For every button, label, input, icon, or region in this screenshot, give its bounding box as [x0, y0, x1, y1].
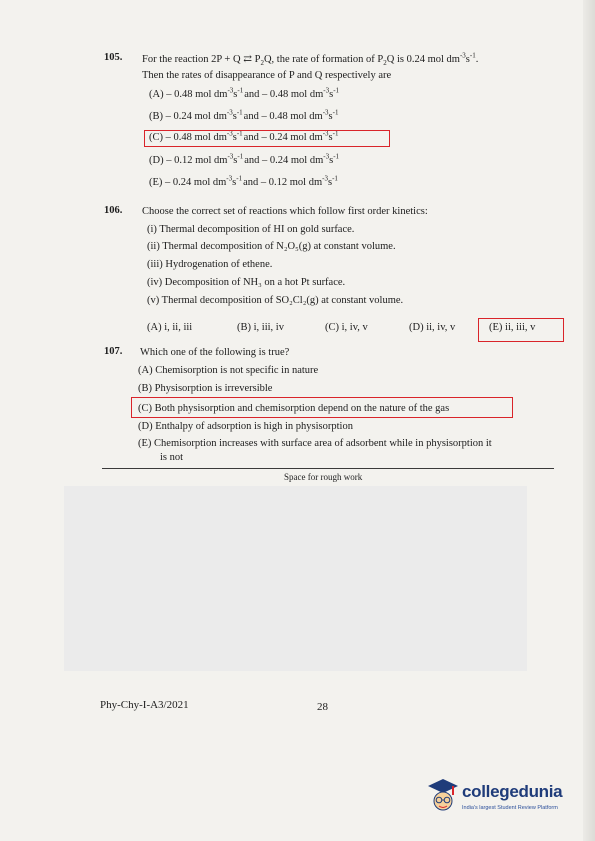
q106-option: (E) ii, iii, v [489, 322, 536, 333]
graduate-mascot-icon [426, 776, 460, 816]
option-text: s [232, 111, 237, 122]
option-text: (C) – 0.48 mol dm [149, 132, 227, 143]
option-text: s [328, 132, 333, 143]
q106-option: (B) i, iii, iv [237, 322, 284, 333]
q105-stem: For the reaction 2P + Q ⇄ $P_2Q$, the rate of formation of $P_2Q$ is 0.24 mol $dm^{-3}s^{-1}$. [142, 51, 479, 68]
divider-line [102, 468, 554, 469]
q107-option: (D) Enthalpy of adsorption is high in physisorption [138, 421, 353, 432]
unit-exponent: -3 [226, 174, 233, 183]
option-text: s [233, 89, 238, 100]
q105-option [149, 108, 339, 122]
option-text: (A) – 0.48 mol dm [149, 89, 228, 100]
unit-exponent: -3 [323, 152, 330, 161]
option-text: (B) – 0.24 mol dm [149, 111, 227, 122]
unit-exponent: -1 [237, 152, 244, 161]
unit-exponent: -3 [226, 108, 233, 117]
unit-exponent: -1 [332, 129, 339, 138]
q105-line2: Then the rates of disappearance of P and Q respectively are [142, 70, 392, 81]
unit-exponent: -1 [333, 86, 340, 95]
option-text: s [328, 111, 333, 122]
logo-wordmark: collegedunia [462, 782, 563, 801]
option-text: s [329, 155, 334, 166]
q107-option: (B) Physisorption is irreversible [138, 383, 273, 394]
question-number-107: 107. [104, 346, 123, 357]
q105-option [149, 174, 338, 188]
unit-exponent: -3 [322, 129, 329, 138]
page-number: 28 [317, 701, 328, 713]
q105-stem-end: s [465, 54, 470, 65]
q107-option: (A) Chemisorption is not specific in nature [138, 365, 319, 376]
logo-tagline: India's largest Student Review Platform [462, 805, 558, 811]
unit-exponent: -3 [322, 108, 329, 117]
q106-item: (i) Thermal decomposition of HI on gold surface. [147, 224, 355, 235]
q106-option: (C) i, iv, v [325, 322, 368, 333]
option-text: s [329, 89, 334, 100]
option-text: and – 0.48 mol dm [244, 89, 324, 100]
q105-reaction-tail: Q [263, 54, 272, 65]
unit-exponent: -1 [236, 174, 243, 183]
option-text: and – 0.12 mol dm [243, 177, 323, 188]
option-text: s [232, 177, 237, 188]
unit-exponent: -3 [227, 86, 234, 95]
q105-option [149, 86, 340, 100]
question-number-105: 105. [104, 52, 123, 63]
unit-exponent: -3 [323, 86, 330, 95]
option-text: and – 0.24 mol dm [243, 132, 323, 143]
option-text: (E) – 0.24 mol dm [149, 177, 227, 188]
q106-option: (D) ii, iv, v [409, 322, 456, 333]
collegedunia-logo [426, 776, 576, 820]
unit-exponent: -1 [332, 108, 339, 117]
paper-code: Phy-Chy-I-A3/2021 [100, 699, 189, 711]
option-text: s [232, 132, 237, 143]
q106-item: (v) Thermal decomposition of SO₂Cl₂(g) at constant volume. [147, 295, 404, 306]
q105-sup: -1 [469, 51, 476, 60]
option-text: s [327, 177, 333, 188]
question-number-106: 106. [104, 205, 123, 216]
page-edge [583, 0, 595, 841]
q105-stem-post: , the rate of formation of P [271, 54, 384, 65]
q107-option-e-cont: is not [160, 452, 184, 463]
q107-option: (E) Chemisorption increases with surface area of adsorbent while in physisorption it [138, 438, 492, 449]
q107-option: (C) Both physisorption and chemisorption depend on the nature of the gas [138, 403, 450, 414]
unit-exponent: -3 [227, 152, 234, 161]
option-text: and – 0.48 mol dm [243, 111, 323, 122]
rough-work-area [64, 486, 527, 671]
q107-stem: Which one of the following is true? [140, 347, 290, 358]
q106-item: (ii) Thermal decomposition of N₂O₅(g) at constant volume. [147, 241, 396, 252]
unit-exponent: -3 [322, 174, 328, 183]
answer-highlight-107 [131, 397, 513, 418]
unit-exponent: -1 [236, 108, 243, 117]
q106-option: (A) i, ii, iii [147, 322, 193, 333]
unit-exponent: -1 [333, 152, 340, 161]
q105-reaction: 2P + Q ⇄ P [211, 54, 261, 65]
unit-exponent: -1 [332, 174, 338, 183]
q106-stem: Choose the correct set of reactions which follow first order kinetics: [142, 206, 428, 217]
unit-exponent: -3 [226, 129, 233, 138]
q106-item: (iii) Hydrogenation of ethene. [147, 259, 273, 270]
option-text: and – 0.24 mol dm [244, 155, 324, 166]
q106-item: (iv) Decomposition of NH₃ on a hot Pt surface. [147, 277, 346, 288]
answer-highlight-106 [478, 318, 564, 342]
option-text: (D) – 0.12 mol dm [149, 155, 228, 166]
rough-work-label: Space for rough work [284, 472, 363, 482]
q105-stem-post2: Q is 0.24 mol dm [386, 54, 460, 65]
unit-exponent: -1 [237, 86, 244, 95]
answer-highlight-105 [144, 130, 390, 147]
unit-exponent: -1 [236, 129, 243, 138]
q105-option [149, 152, 340, 166]
q105-stem-pre: For the reaction [142, 54, 209, 65]
q105-sup: -3 [459, 51, 466, 60]
option-text: s [233, 155, 238, 166]
